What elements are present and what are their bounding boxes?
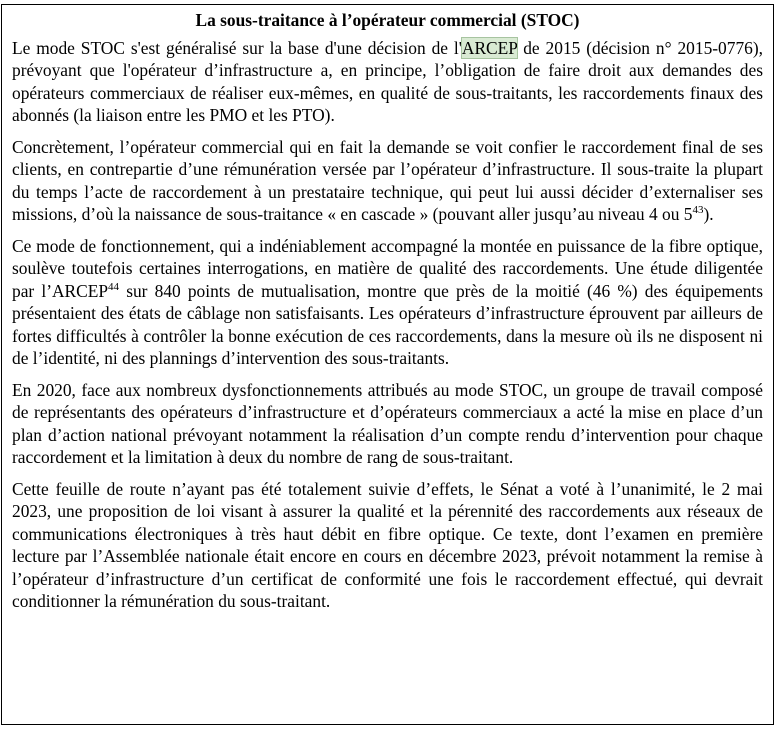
paragraph-4: En 2020, face aux nombreux dysfonctionnements attribués au mode STOC, un groupe de travail composé de représentants des opérateurs d’infrastructure et d’opérateurs commerciaux a acté la mise en place d’un plan d’action national prévoyant notamment la réalisation d’un compte rendu d’intervention pour chaque raccordement et la limitation à deux du nombre de rang de sous-traitant. <box>12 379 763 467</box>
paragraph-2 <box>12 136 763 226</box>
paragraph-3-text-b: sur 840 points de mutualisation, montre que près de la moitié (46 %) des équipements présentaient des états de câblage non satisfaisants. Les opérateurs d’infrastructure éprouvent par ailleurs de fortes difficultés à contrôler la bonne exécution de ces raccordements, dans la mesure où ils ne disposent ni de l’identité, ni des plannings d’intervention des sous-traitants. <box>12 280 763 368</box>
paragraph-1 <box>12 37 763 127</box>
paragraph-1-text-b: de 2015 (décision n° 2015-0776), prévoyant que l'opérateur d’infrastructure a, en principe, l’obligation de faire droit aux demandes des opérateurs commerciaux de réaliser eux-mêmes, en qualité de sous-traitants, les raccordements finaux des abonnés (la liaison entre les PMO et les PTO). <box>12 37 763 125</box>
footnote-ref-44[interactable]: 44 <box>108 280 120 293</box>
paragraph-1-text-a: Le mode STOC s'est généralisé sur la base d'une décision de l' <box>12 37 462 58</box>
arcep-highlight[interactable]: ARCEP <box>461 37 518 58</box>
paragraph-2-text-b: ). <box>703 204 714 224</box>
paragraph-3-text-a: Ce mode de fonctionnement, qui a indéniablement accompagné la montée en puissance de la fibre optique, soulève toutefois certaines interrogations, en matière de qualité des raccordements. Une étude diligentée par l’ARCEP <box>12 235 763 301</box>
paragraph-3 <box>12 235 763 370</box>
paragraph-2-text-a: Concrètement, l’opérateur commercial qui en fait la demande se voit confier le raccordement final de ses clients, en contrepartie d’une rémunération versée par l’opérateur d’infrastructure. Il sous-traite la plupart du temps l’acte de raccordement à un prestataire technique, qui peut lui aussi décider d’externaliser ses missions, d’où la naissance de sous-traitance « en cascade » (pouvant aller jusqu’au niveau 4 ou 5 <box>12 136 763 224</box>
stoc-box <box>1 4 774 725</box>
footnote-ref-43[interactable]: 43 <box>692 204 704 217</box>
box-title: La sous-traitance à l’opérateur commercial (STOC) <box>195 10 580 30</box>
paragraph-5: Cette feuille de route n’ayant pas été totalement suivie d’effets, le Sénat a voté à l’unanimité, le 2 mai 2023, une proposition de loi visant à assurer la qualité et la pérennité des raccordements aux réseaux de communications électroniques à très haut débit en fibre optique. Ce texte, dont l’examen en première lecture par l’Assemblée nationale était encore en cours en décembre 2023, prévoit notamment la remise à l’opérateur d’infrastructure d’un certificat de conformité une fois le raccordement effectué, qui devrait conditionner la rémunération du sous-traitant. <box>12 478 763 611</box>
